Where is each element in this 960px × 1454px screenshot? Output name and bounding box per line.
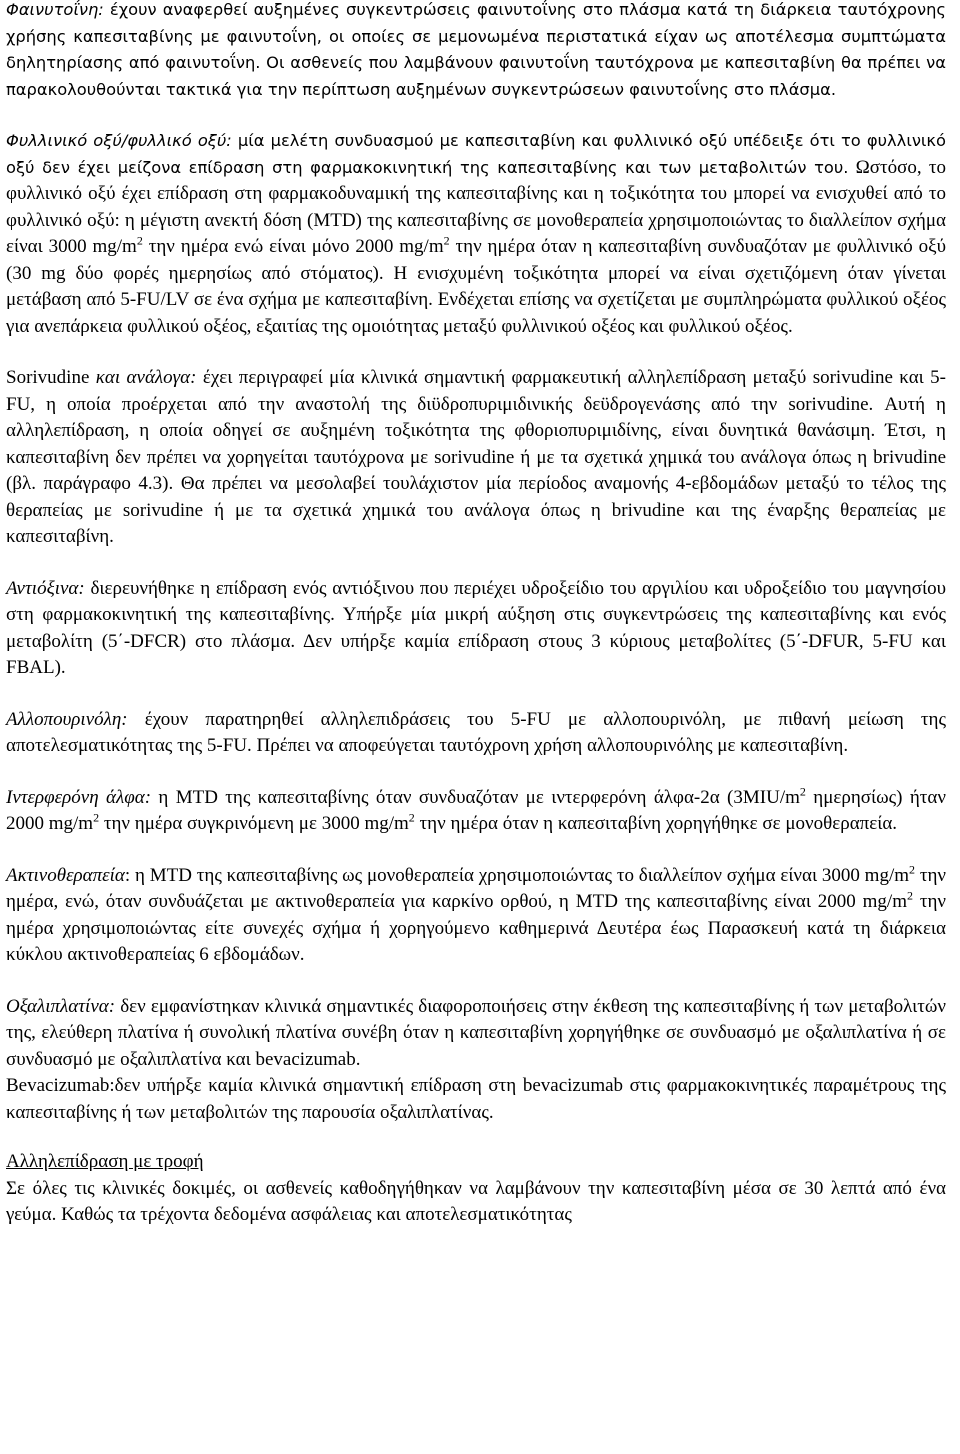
paragraph-oxaliplatin: Οξαλιπλατίνα: δεν εμφανίστηκαν κλινικά σημαντικές διαφοροποιήσεις στην έκθεση της καπεσιταβίνης ή των μεταβολιτών της, ελεύθερη πλατίνα ή συνολική πλατίνα συνέβη όταν η καπεσιταβίνη χορηγήθηκε σε συνδυασμό με οξαλιπλατίνα ή σε συνδυασμό με οξαλιπλατίνα και bevacizumab.	[6, 995, 946, 1070]
paragraph-interferon: Ιντερφερόνη άλφα: η MTD της καπεσιταβίνης όταν συνδυαζόταν με ιντερφερόνη άλφα-2α ($3MIU/m^2$ ημερησίως) ήταν 2000 $mg/m^2$ την ημέρα συγκρινόμενη με 3000 $mg/m^2$ την ημέρα όταν η καπεσιταβίνη χορηγήθηκε σε μονοθεραπεία.	[6, 784, 946, 834]
paragraph-food: Αλληλεπίδραση με τροφή Σε όλες τις κλινικές δοκιμές, οι ασθενείς καθοδηγήθηκαν να λαμβάνουν την καπεσιταβίνη μέσα σε 30 λεπτά από ένα γεύμα. Καθώς τα τρέχοντα δεδομένα ασφάλειας και αποτελεσματικότητας	[6, 1151, 946, 1225]
term-radiotherapy: Ακτινοθεραπεία	[6, 864, 125, 886]
document-page	[6, 0, 946, 1229]
term-phenytoin: Φαινυτοΐνη:	[6, 0, 104, 19]
term-interferon: Ιντερφερόνη άλφα:	[6, 786, 152, 808]
paragraph-folinic-acid: Φυλλινικό οξύ/φυλλικό οξύ: μία μελέτη συνδυασμού με καπεσιταβίνη και φυλλινικό οξύ υπέδειξε ότι το φυλλινικό οξύ δεν έχει μείζονα επίδραση στη φαρμακοκινητική της καπεσιταβίνης και των μεταβολιτών του. Ωστόσο, το φυλλινικό οξύ έχει επίδραση στη φαρμακοδυναμική της καπεσιταβίνης και η τοξικότητα του μπορεί να ενισχυθεί από το φυλλινικό οξύ: η μέγιστη ανεκτή δόση (MTD) της καπεσιταβίνης σε μονοθεραπεία χρησιμοποιώντας το διαλλείπον σχήμα είναι 3000 $mg/m^2$ την ημέρα ενώ είναι μόνο 2000 $mg/m^2$ την ημέρα όταν η καπεσιταβίνη συνδυαζόταν με φυλλινικό οξύ (30 mg δύο φορές ημερησίως από στόματος). Η ενισχυμένη τοξικότητα μπορεί να είναι σχετιζόμενη όταν γίνεται μετάβαση από 5-FU/LV σε ένα σχήμα με καπεσιταβίνη. Ενδέχεται επίσης να σχετίζεται με συμπληρώματα φυλλικού οξέος για ανεπάρκεια φυλλικού οξέος, εξαιτίας της ομοιότητας μεταξύ φυλλινικού οξέος και φυλλικού οξέος.	[6, 131, 947, 337]
paragraph-allopurinol: Αλλοπουρινόλη: έχουν παρατηρηθεί αλληλεπιδράσεις του 5-FU με αλλοπουρινόλη, με πιθανή μείωση της αποτελεσματικότητας της 5-FU. Πρέπει να αποφεύγεται ταυτόχρονη χρήση αλλοπουρινόλης με καπεσιταβίνη.	[6, 708, 946, 756]
term-oxaliplatin: Οξαλιπλατίνα:	[6, 995, 116, 1017]
paragraph-bevacizumab: Bevacizumab:δεν υπήρξε καμία κλινικά σημαντική επίδραση στη bevacizumab στις φαρμακοκινητικές παραμέτρους της καπεσιταβίνης ή των μεταβολιτών της παρουσία οξαλιπλατίνας.	[6, 1075, 946, 1123]
paragraph-radiotherapy: Ακτινοθεραπεία: η MTD της καπεσιταβίνης ως μονοθεραπεία χρησιμοποιώντας το διαλλείπον σχήμα είναι 3000 $mg/m^2$ την ημέρα, ενώ, όταν συνδυάζεται με ακτινοθεραπεία για καρκίνο ορθού, η MTD της καπεσιταβίνης είναι 2000 $mg/m^2$ την ημέρα χρησιμοποιώντας είτε συνεχές σχήμα ή χορηγούμενο καθημερινά Δευτέρα έως Παρασκευή κατά τη διάρκεια κύκλου ακτινοθεραπείας 6 εβδομάδων.	[6, 862, 946, 965]
term-antacids: Αντιόξινα:	[6, 577, 85, 599]
term-sorivudine: Sorivudine	[6, 367, 90, 388]
term-allopurinol: Αλλοπουρινόλη:	[6, 708, 128, 730]
heading-food-interaction: Αλληλεπίδραση με τροφή	[6, 1151, 204, 1172]
paragraph-phenytoin: Φαινυτοΐνη: έχουν αναφερθεί αυξημένες συγκεντρώσεις φαινυτοΐνης στο πλάσμα κατά τη διάρκεια ταυτόχρονης χρήσης καπεσιταβίνης με φαινυτοΐνη, οι οποίες σε μεμονωμένα περιστατικά είχαν ως αποτέλεσμα συμπτώματα δηλητηρίασης από φαινυτοΐνη. Οι ασθενείς που λαμβάνουν φαινυτοΐνη ταυτόχρονα με καπεσιταβίνη θα πρέπει να παρακολουθούνται τακτικά για την περίπτωση αυξημένων συγκεντρώσεων φαινυτοΐνης στο πλάσμα.	[6, 0, 946, 99]
paragraph-antacids: Αντιόξινα: διερευνήθηκε η επίδραση ενός αντιόξινου που περιέχει υδροξείδιο του αργιλίου και υδροξείδιο του μαγνησίου στη φαρμακοκινητική της καπεσιταβίνης. Υπήρξε μία μικρή αύξηση στις συγκεντρώσεις της καπεσιταβίνης και ενός μεταβολίτη (5΄-DFCR) στο πλάσμα. Δεν υπήρξε καμία επίδραση στους 3 κύριους μεταβολίτες (5΄-DFUR, 5-FU και FBAL).	[6, 577, 946, 678]
term-folinic-acid: Φυλλινικό οξύ/φυλλικό οξύ:	[6, 131, 232, 150]
paragraph-sorivudine: Sorivudine και ανάλογα: έχει περιγραφεί μία κλινικά σημαντική φαρμακευτική αλληλεπίδραση μεταξύ sorivudine και 5-FU, η οποία προέρχεται από την αναστολή της διϋδροπυριμιδινικής δεϋδρογενάσης από την sorivudine. Αυτή η αλληλεπίδραση, η οποία οδηγεί σε αυξημένη τοξικότητα της φθοριοπυριμιδίνης, είναι δυνητικά θανάσιμη. Έτσι, η καπεσιταβίνη δεν πρέπει να χορηγείται ταυτόχρονα με sorivudine ή με τα σχετικά χημικά του ανάλογα όπως η brivudine (βλ. παράγραφο 4.3). Θα πρέπει να μεσολαβεί τουλάχιστον μία περίοδος αναμονής 4-εβδομάδων μεταξύ το τέλος της θεραπείας με sorivudine ή με τα σχετικά χημικά του ανάλογα όπως η brivudine και της έναρξης θεραπείας με καπεσιταβίνη.	[6, 367, 946, 547]
